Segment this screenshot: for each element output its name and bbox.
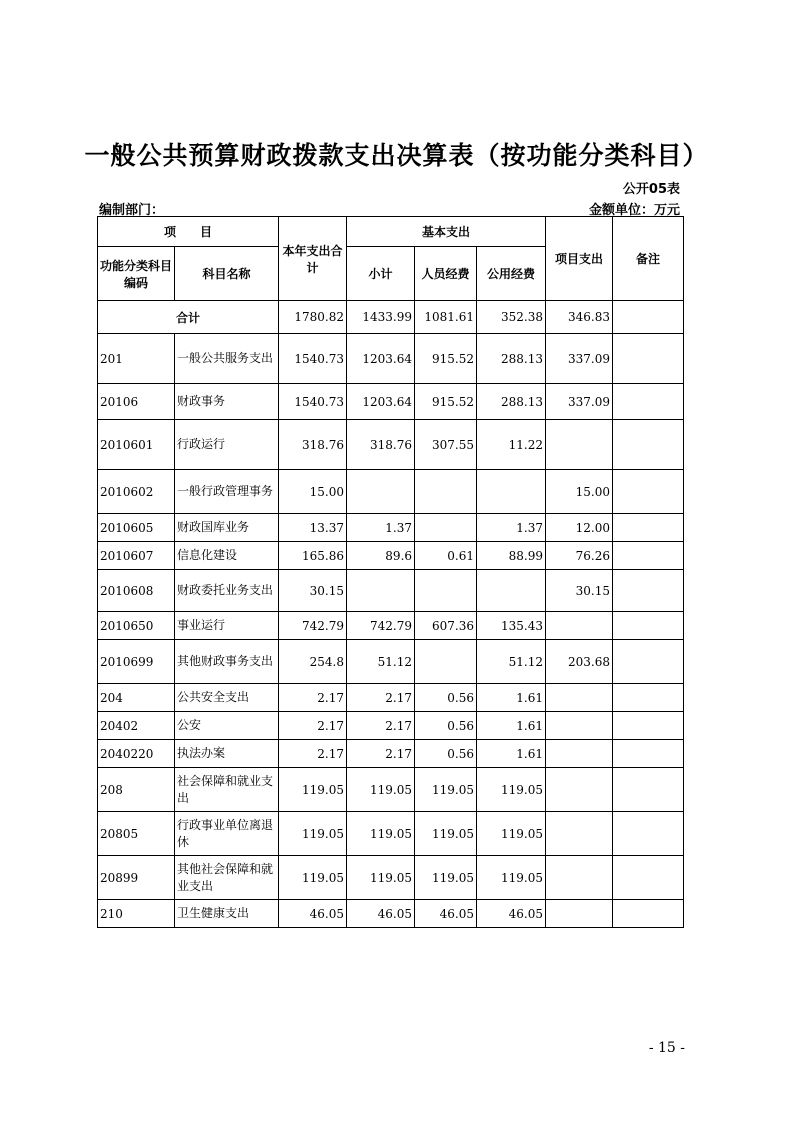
cell-name: 一般行政管理事务 bbox=[175, 470, 279, 514]
cell-public: 119.05 bbox=[477, 856, 546, 900]
cell-name: 财政事务 bbox=[175, 384, 279, 420]
cell-total: 318.76 bbox=[279, 420, 347, 470]
cell-personnel: 0.56 bbox=[415, 740, 477, 768]
cell-total: 165.86 bbox=[279, 542, 347, 570]
cell-public: 1.61 bbox=[477, 740, 546, 768]
cell-personnel: 119.05 bbox=[415, 812, 477, 856]
table-row bbox=[98, 900, 684, 928]
total-row bbox=[98, 301, 684, 334]
cell-project bbox=[546, 768, 613, 812]
cell-subtotal: 2.17 bbox=[347, 740, 415, 768]
cell-total: 119.05 bbox=[279, 768, 347, 812]
cell-subtotal: 119.05 bbox=[347, 812, 415, 856]
cell-total: 119.05 bbox=[279, 812, 347, 856]
cell-project bbox=[546, 612, 613, 640]
cell-subtotal: 119.05 bbox=[347, 768, 415, 812]
page-title: 一般公共预算财政拨款支出决算表（按功能分类科目） bbox=[84, 141, 709, 170]
header-project: 项目支出 bbox=[546, 217, 613, 301]
cell-total: 2.17 bbox=[279, 684, 347, 712]
cell-code: 2010607 bbox=[98, 542, 175, 570]
cell-total: 2.17 bbox=[279, 712, 347, 740]
table-row bbox=[98, 514, 684, 542]
cell-remark bbox=[613, 856, 684, 900]
cell-personnel: 0.56 bbox=[415, 712, 477, 740]
cell-code: 2010699 bbox=[98, 640, 175, 684]
cell-subtotal bbox=[347, 470, 415, 514]
cell-code: 208 bbox=[98, 768, 175, 812]
cell-subtotal: 742.79 bbox=[347, 612, 415, 640]
table-row bbox=[98, 542, 684, 570]
cell-project bbox=[546, 900, 613, 928]
cell-total: 119.05 bbox=[279, 856, 347, 900]
cell-name: 执法办案 bbox=[175, 740, 279, 768]
header-basic: 基本支出 bbox=[347, 217, 546, 247]
cell-remark bbox=[613, 470, 684, 514]
total-project: 346.83 bbox=[546, 301, 613, 334]
cell-total: 1540.73 bbox=[279, 384, 347, 420]
expenditure-table bbox=[97, 216, 684, 928]
cell-total: 1540.73 bbox=[279, 334, 347, 384]
cell-name: 行政运行 bbox=[175, 420, 279, 470]
cell-remark bbox=[613, 768, 684, 812]
cell-remark bbox=[613, 740, 684, 768]
cell-name: 其他财政事务支出 bbox=[175, 640, 279, 684]
total-subtotal: 1433.99 bbox=[347, 301, 415, 334]
header-item: 项 目 bbox=[98, 217, 279, 247]
cell-name: 财政国库业务 bbox=[175, 514, 279, 542]
cell-code: 2010605 bbox=[98, 514, 175, 542]
cell-personnel: 119.05 bbox=[415, 768, 477, 812]
cell-remark bbox=[613, 684, 684, 712]
cell-remark bbox=[613, 712, 684, 740]
cell-subtotal: 2.17 bbox=[347, 712, 415, 740]
unit-label: 金额单位：万元 bbox=[588, 203, 680, 218]
cell-personnel: 307.55 bbox=[415, 420, 477, 470]
cell-total: 13.37 bbox=[279, 514, 347, 542]
cell-name: 卫生健康支出 bbox=[175, 900, 279, 928]
table-row bbox=[98, 712, 684, 740]
cell-public bbox=[477, 470, 546, 514]
header-public: 公用经费 bbox=[477, 247, 546, 301]
header-subtotal: 小计 bbox=[347, 247, 415, 301]
table-row bbox=[98, 768, 684, 812]
cell-remark bbox=[613, 640, 684, 684]
cell-personnel bbox=[415, 514, 477, 542]
cell-remark bbox=[613, 612, 684, 640]
cell-public bbox=[477, 570, 546, 612]
cell-name: 行政事业单位离退休 bbox=[175, 812, 279, 856]
table-row bbox=[98, 740, 684, 768]
table-row bbox=[98, 856, 684, 900]
cell-code: 210 bbox=[98, 900, 175, 928]
table-row bbox=[98, 334, 684, 384]
header-func-code: 功能分类科目编码 bbox=[98, 247, 175, 301]
cell-public: 11.22 bbox=[477, 420, 546, 470]
cell-total: 15.00 bbox=[279, 470, 347, 514]
page-number: - 15 - bbox=[648, 1040, 685, 1056]
cell-public: 1.37 bbox=[477, 514, 546, 542]
cell-personnel bbox=[415, 640, 477, 684]
cell-project: 337.09 bbox=[546, 384, 613, 420]
table-row bbox=[98, 470, 684, 514]
cell-name: 公共安全支出 bbox=[175, 684, 279, 712]
cell-name: 社会保障和就业支出 bbox=[175, 768, 279, 812]
cell-project bbox=[546, 712, 613, 740]
cell-project: 12.00 bbox=[546, 514, 613, 542]
cell-project bbox=[546, 684, 613, 712]
cell-total: 742.79 bbox=[279, 612, 347, 640]
header-total: 本年支出合计 bbox=[279, 217, 347, 301]
cell-personnel: 915.52 bbox=[415, 384, 477, 420]
cell-total: 30.15 bbox=[279, 570, 347, 612]
cell-public: 288.13 bbox=[477, 334, 546, 384]
table-row bbox=[98, 570, 684, 612]
table-row bbox=[98, 420, 684, 470]
header-personnel: 人员经费 bbox=[415, 247, 477, 301]
cell-code: 201 bbox=[98, 334, 175, 384]
cell-name: 信息化建设 bbox=[175, 542, 279, 570]
total-personnel: 1081.61 bbox=[415, 301, 477, 334]
cell-total: 254.8 bbox=[279, 640, 347, 684]
cell-remark bbox=[613, 812, 684, 856]
total-public: 352.38 bbox=[477, 301, 546, 334]
cell-code: 20106 bbox=[98, 384, 175, 420]
cell-project bbox=[546, 740, 613, 768]
cell-remark bbox=[613, 420, 684, 470]
cell-personnel bbox=[415, 570, 477, 612]
cell-code: 20402 bbox=[98, 712, 175, 740]
header-remark: 备注 bbox=[613, 217, 684, 301]
cell-name: 财政委托业务支出 bbox=[175, 570, 279, 612]
cell-subtotal: 2.17 bbox=[347, 684, 415, 712]
cell-subtotal: 89.6 bbox=[347, 542, 415, 570]
table-row bbox=[98, 612, 684, 640]
table-row bbox=[98, 812, 684, 856]
cell-public: 119.05 bbox=[477, 812, 546, 856]
cell-code: 2010602 bbox=[98, 470, 175, 514]
cell-total: 46.05 bbox=[279, 900, 347, 928]
table-row bbox=[98, 384, 684, 420]
cell-personnel: 0.61 bbox=[415, 542, 477, 570]
cell-code: 2010608 bbox=[98, 570, 175, 612]
cell-total: 2.17 bbox=[279, 740, 347, 768]
cell-project bbox=[546, 856, 613, 900]
cell-personnel: 915.52 bbox=[415, 334, 477, 384]
dept-label: 编制部门： bbox=[99, 203, 165, 218]
cell-name: 事业运行 bbox=[175, 612, 279, 640]
header-subject-name: 科目名称 bbox=[175, 247, 279, 301]
cell-subtotal: 1203.64 bbox=[347, 384, 415, 420]
cell-public: 51.12 bbox=[477, 640, 546, 684]
cell-subtotal: 46.05 bbox=[347, 900, 415, 928]
cell-code: 2010650 bbox=[98, 612, 175, 640]
table-row bbox=[98, 684, 684, 712]
cell-subtotal: 318.76 bbox=[347, 420, 415, 470]
cell-public: 88.99 bbox=[477, 542, 546, 570]
cell-project: 30.15 bbox=[546, 570, 613, 612]
cell-personnel bbox=[415, 470, 477, 514]
cell-remark bbox=[613, 384, 684, 420]
cell-project: 337.09 bbox=[546, 334, 613, 384]
cell-project: 76.26 bbox=[546, 542, 613, 570]
cell-code: 2040220 bbox=[98, 740, 175, 768]
cell-public: 1.61 bbox=[477, 712, 546, 740]
cell-public: 119.05 bbox=[477, 768, 546, 812]
total-remark bbox=[613, 301, 684, 334]
cell-project: 203.68 bbox=[546, 640, 613, 684]
cell-personnel: 119.05 bbox=[415, 856, 477, 900]
cell-subtotal: 119.05 bbox=[347, 856, 415, 900]
cell-subtotal bbox=[347, 570, 415, 612]
cell-public: 1.61 bbox=[477, 684, 546, 712]
cell-remark bbox=[613, 570, 684, 612]
cell-name: 其他社会保障和就业支出 bbox=[175, 856, 279, 900]
cell-name: 一般公共服务支出 bbox=[175, 334, 279, 384]
cell-subtotal: 51.12 bbox=[347, 640, 415, 684]
cell-remark bbox=[613, 334, 684, 384]
cell-remark bbox=[613, 542, 684, 570]
cell-personnel: 46.05 bbox=[415, 900, 477, 928]
form-number: 公开05表 bbox=[622, 182, 680, 197]
cell-subtotal: 1.37 bbox=[347, 514, 415, 542]
cell-name: 公安 bbox=[175, 712, 279, 740]
cell-personnel: 0.56 bbox=[415, 684, 477, 712]
cell-project bbox=[546, 420, 613, 470]
cell-code: 204 bbox=[98, 684, 175, 712]
table-row bbox=[98, 640, 684, 684]
cell-personnel: 607.36 bbox=[415, 612, 477, 640]
cell-remark bbox=[613, 900, 684, 928]
cell-subtotal: 1203.64 bbox=[347, 334, 415, 384]
cell-public: 46.05 bbox=[477, 900, 546, 928]
cell-code: 20805 bbox=[98, 812, 175, 856]
total-label: 合计 bbox=[98, 301, 279, 334]
total-total: 1780.82 bbox=[279, 301, 347, 334]
cell-public: 288.13 bbox=[477, 384, 546, 420]
cell-public: 135.43 bbox=[477, 612, 546, 640]
cell-project bbox=[546, 812, 613, 856]
cell-code: 20899 bbox=[98, 856, 175, 900]
cell-project: 15.00 bbox=[546, 470, 613, 514]
cell-remark bbox=[613, 514, 684, 542]
cell-code: 2010601 bbox=[98, 420, 175, 470]
